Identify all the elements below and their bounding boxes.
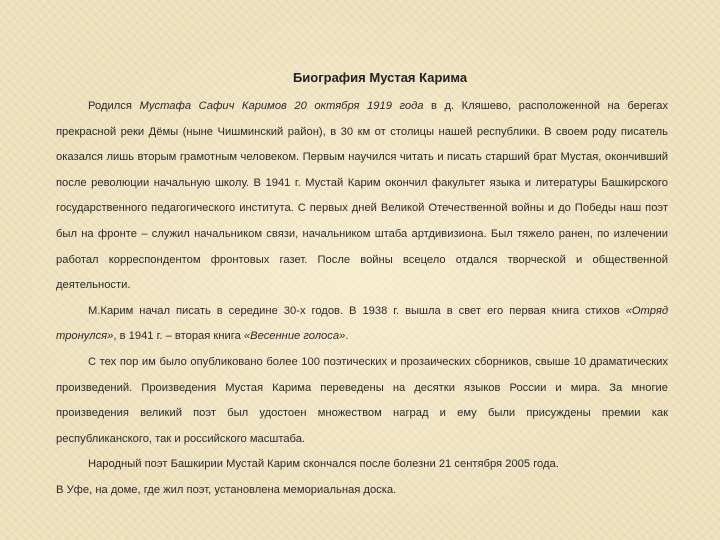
paragraph [56,299,668,350]
italic-text-run: «Отряд тронулся» [56,304,668,343]
paragraph [56,94,668,299]
document-body [56,94,668,504]
text-run: , в 1941 г. – вторая книга [113,330,244,343]
paragraph [56,478,668,504]
italic-text-run: «Весенние голоса» [243,330,346,343]
text-run: в д. Кляшево, расположенной на берегах прекрасной реки Дёмы (ныне Чишминский район), в 30 км от столицы нашей республики. В своем роду писатель оказался лишь вторым грамотным человеком. Первым научился читать и писать старший брат Мустая, окончивший после революции начальную школу. В 1941 г. Мустай Карим окончил факультет языка и литературы Башкирского государственного педагогического института. С первых дней Великой Отечественной войны и до Победы наш поэт был на фронте – служил начальником связи, начальником штаба артдивизиона. Был тяжело ранен, по излечении работал корреспондентом фронтовых газет. После войны всецело отдался творческой и общественной деятельности. [56,100,669,292]
text-run: Родился [88,100,140,112]
paragraph [56,452,668,478]
text-run: . [345,330,349,343]
paragraph [56,350,668,452]
text-run: М.Карим начал писать в середине 30-х годов. В 1938 г. вышла в свет его первая книга стихов [88,304,626,317]
page-title: Биография Мустая Карима [292,70,468,85]
text-run: С тех пор им было опубликовано более 100 поэтических и прозаических сборников, свыше 10 драматических произведений. Произведения Мустая Карима переведены на десятки языков России и мира. За многие произведения великий поэт был удостоен множеством наград и ему были присуждены премии как республиканского, так и российского масштаба. [56,355,668,445]
italic-text-run: Мустафа Сафич Каримов 20 октября 1919 года [139,100,424,112]
text-run: В Уфе, на доме, где жил поэт, установлена мемориальная доска. [56,483,397,496]
text-run: Народный поэт Башкирии Мустай Карим скончался после болезни 21 сентября 2005 года. [88,458,559,471]
